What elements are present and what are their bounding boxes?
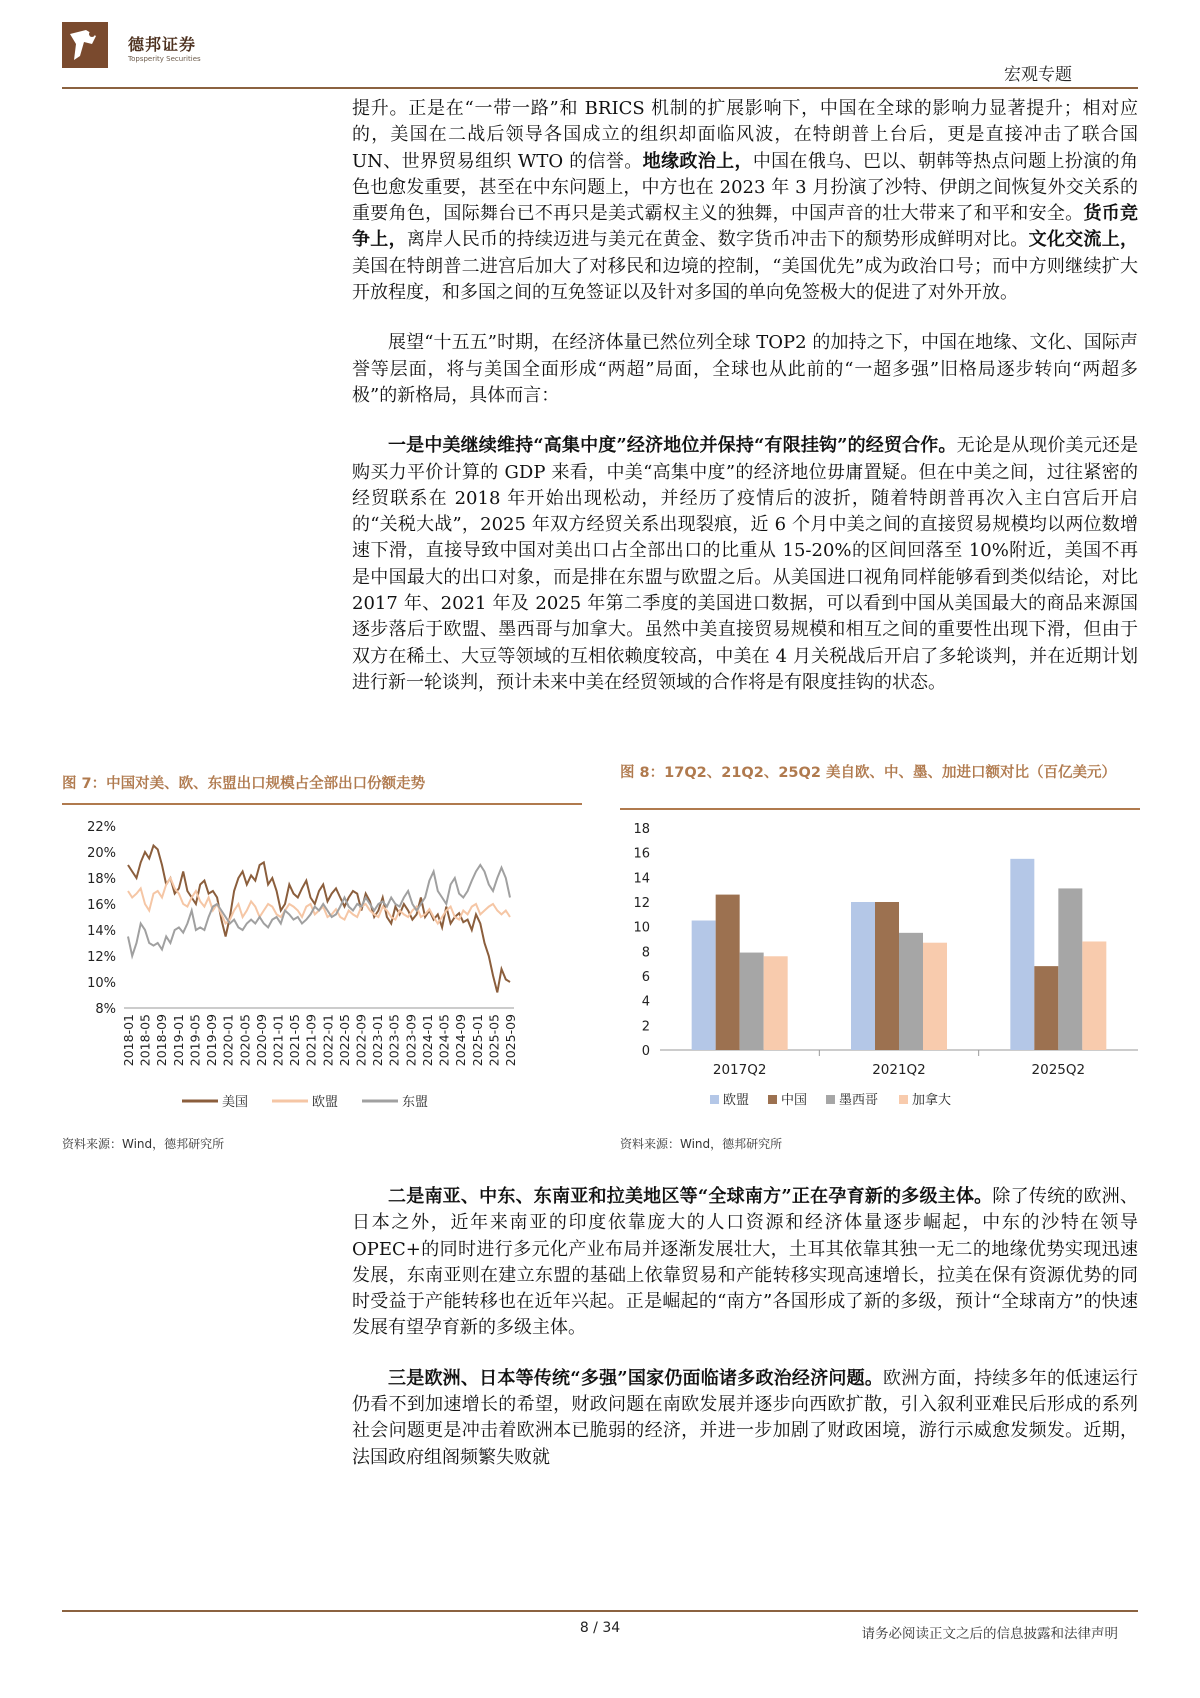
x-tick-label: 2019-01: [170, 1014, 186, 1067]
x-tick-label: 2018-05: [137, 1014, 153, 1067]
p4-text: 除了传统的欧洲、日本之外，近年来南亚的印度依靠庞大的人口资源和经济体量逐步崛起，中东的沙特在领导 OPEC+的同时进行多元化产业布局并逐渐发展壮大，土耳其依靠其独一无二的地缘优势实现迅速发展，东南亚则在建立东盟的基础上依靠贸易和产能转移实现高速增长，拉美在保有资源优势的同时受益于产能转移也在近年兴起。正是崛起的“南方”各国形成了新的多级，预计“全球南方”的快速发展有望孕育新的多级主体。: [352, 1186, 1138, 1339]
x-tick-label: 2023-01: [370, 1014, 386, 1067]
p3-text: 无论是从现价美元还是购买力平价计算的 GDP 来看，中美“高集中度”的经济地位毋庸置疑。但在中美之间，过往紧密的经贸联系在 2018 年开始出现松动，并经历了疫情后的波折，随着特朗普再次入主白宫后开启的“关税大战”，2025 年双方经贸关系出现裂痕，近 6 个月中美之间的直接贸易规模均以两位数增速下滑，直接导致中国对美出口占全部出口的比重从 15-20%的区间回落至 10%附近，美国不再是中国最大的出口对象，而是排在东盟与欧盟之后。从美国进口视角同样能够看到类似结论，对比 2017 年、2021 年及 2025 年第二季度的美国进口数据，可以看到中国从美国最大的商品来源国逐步落后于欧盟、墨西哥与加拿大。虽然中美直接贸易规模和相互之间的重要性出现下滑，但由于双方在稀土、大豆等领域的互相依赖度较高，中美在 4 月关税战后开启了多轮谈判，并在近期计划进行新一轮谈判，预计未来中美在经贸领域的合作将是有限度挂钩的状态。: [352, 435, 1139, 693]
header-divider: [62, 87, 1138, 89]
series-line-0: [128, 846, 510, 993]
fig7-chart: [62, 808, 582, 1128]
p4-lead: 二是南亚、中东、东南亚和拉美地区等“全球南方”正在孕育新的多级主体。: [388, 1186, 993, 1207]
x-tick-label: 2021-01: [270, 1014, 286, 1067]
y-tick-label: 2: [641, 1019, 650, 1035]
x-tick-label: 2022-05: [336, 1014, 352, 1067]
legend-label-1: 中国: [781, 1093, 808, 1108]
fig8-chart: [620, 812, 1140, 1128]
bar-欧盟-2017Q2: [692, 921, 716, 1051]
y-tick-label: 16: [633, 846, 650, 862]
bar-加拿大-2025Q2: [1082, 941, 1106, 1050]
x-tick-label: 2025-05: [486, 1014, 502, 1067]
brand-name-en: Topsperity Securities: [128, 55, 201, 63]
fig8-title: 图 8：17Q2、21Q2、25Q2 美自欧、中、墨、加进口额对比（百亿美元）: [620, 765, 1116, 781]
y-tick-label: 12%: [87, 950, 116, 965]
x-category-label: 2017Q2: [712, 1062, 767, 1078]
fig7-source: 资料来源：Wind，德邦研究所: [62, 1137, 225, 1151]
legend-label-2: 墨西哥: [839, 1093, 879, 1108]
legend-label-0: 欧盟: [723, 1093, 750, 1108]
x-tick-label: 2020-05: [237, 1014, 253, 1067]
y-tick-label: 16%: [87, 898, 116, 913]
y-tick-label: 6: [641, 970, 650, 985]
p3-lead: 一是中美继续维持“高集中度”经济地位并保持“有限挂钩”的经贸合作。: [388, 435, 957, 457]
x-tick-label: 2025-01: [469, 1014, 485, 1067]
p1-seg-1: 地缘政治上，: [642, 150, 753, 172]
y-tick-label: 12: [633, 896, 650, 911]
legend-label-3: 加拿大: [912, 1093, 952, 1108]
footer-note: 请务必阅读正文之后的信息披露和法律声明: [861, 1626, 1118, 1642]
body-text-bottom: [352, 1184, 1138, 1471]
p1-seg-0: 提升。正是在“一带一路”和 BRICS 机制的扩展影响下，中国在全球的影响力显著提升；相对应的，美国在二战后领导各国成立的组织却面临风波，在特朗普上台后，更是直接冲击了联合国 UN、世界贸易组织 WTO 的信誉。: [352, 98, 1138, 172]
page-number: 8 / 34: [579, 1620, 621, 1636]
p1-seg-6: 美国在特朗普二进宫后加大了对移民和边境的控制，“美国优先”成为政治口号；而中方则继续扩大开放程度，和多国之间的互免签证以及针对多国的单向免签极大的促进了对外开放。: [352, 255, 1138, 304]
x-tick-label: 2023-09: [403, 1014, 419, 1067]
p1-seg-5: 文化交流上，: [1028, 229, 1139, 251]
x-category-label: 2025Q2: [1031, 1062, 1086, 1078]
x-tick-label: 2018-01: [121, 1014, 136, 1067]
y-tick-label: 18%: [87, 872, 116, 887]
legend-label-1: 欧盟: [312, 1095, 339, 1110]
bar-欧盟-2021Q2: [851, 902, 875, 1050]
bar-中国-2021Q2: [875, 902, 899, 1050]
bar-欧盟-2025Q2: [1010, 859, 1034, 1050]
y-tick-label: 8%: [95, 1002, 116, 1017]
p5-text: 欧洲方面，持续多年的低速运行仍看不到加速增长的希望，财政问题在南欧发展并逐步向西欧扩散，引入叙利亚难民后形成的系列社会问题更是冲击着欧洲本已脆弱的经济，并进一步加剧了财政困境，游行示威愈发频发。近期，法国政府组阁频繁失败就: [352, 1367, 1138, 1468]
paragraph-1: [352, 96, 1138, 306]
bar-墨西哥-2025Q2: [1058, 888, 1082, 1050]
p1-seg-2: 中国在俄乌、巴以、朝韩等热点问题上扮演的角色也愈发重要，甚至在中东问题上，中方也在 2023 年 3 月扮演了沙特、伊朗之间恢复外交关系的重要角色，国际舞台已不再只是美式霸权主义的独舞，中国声音的壮大带来了和平和安全。: [352, 150, 1138, 225]
legend-swatch-0: [710, 1095, 719, 1104]
p5-lead: 三是欧洲、日本等传统“多强”国家仍面临诸多政治经济问题。: [388, 1367, 884, 1389]
fig8-source: 资料来源：Wind，德邦研究所: [620, 1137, 783, 1151]
bar-加拿大-2021Q2: [923, 943, 947, 1050]
legend-swatch-2: [826, 1095, 835, 1104]
y-tick-label: 20%: [87, 846, 116, 861]
x-tick-label: 2021-05: [287, 1014, 303, 1067]
fig7-rule: [62, 803, 582, 805]
paragraph-2: 展望“十五五”时期，在经济体量已然位列全球 TOP2 的加持之下，中国在地缘、文化、国际声誉等层面，将与美国全面形成“两超”局面，全球也从此前的“一超多强”旧格局逐步转向“两超多极”的新格局，具体而言：: [352, 332, 1138, 406]
y-tick-label: 8: [641, 945, 650, 961]
x-tick-label: 2020-01: [220, 1014, 236, 1067]
section-label: 宏观专题: [1004, 65, 1072, 85]
x-tick-label: 2022-01: [320, 1014, 336, 1067]
y-tick-label: 4: [641, 994, 650, 1010]
y-tick-label: 10: [633, 920, 650, 936]
legend-label-0: 美国: [222, 1095, 249, 1110]
p1-seg-3: 货币竞争上，: [352, 203, 1139, 251]
fig8-rule: [620, 808, 1140, 810]
x-tick-label: 2023-05: [386, 1014, 402, 1067]
footer-divider: [62, 1610, 1138, 1612]
y-tick-label: 0: [641, 1044, 650, 1059]
x-tick-label: 2024-09: [453, 1014, 469, 1067]
p1-seg-4: 离岸人民币的持续迈进与美元在黄金、数字货币冲击下的颓势形成鲜明对比。: [406, 229, 1029, 251]
x-tick-label: 2021-09: [303, 1014, 319, 1067]
y-tick-label: 14%: [87, 924, 116, 939]
brand-name: 德邦证券: [128, 35, 197, 54]
paragraph-5: [352, 1366, 1138, 1471]
company-logo: [62, 22, 108, 68]
legend-label-2: 东盟: [402, 1095, 429, 1110]
legend-swatch-3: [899, 1095, 908, 1104]
y-tick-label: 14: [633, 871, 650, 887]
x-tick-label: 2020-09: [253, 1014, 269, 1067]
body-text-top: [352, 96, 1138, 696]
bar-墨西哥-2021Q2: [899, 933, 923, 1050]
x-tick-label: 2025-09: [503, 1014, 518, 1067]
bar-中国-2017Q2: [716, 895, 740, 1050]
bar-中国-2025Q2: [1034, 966, 1058, 1050]
y-tick-label: 18: [633, 822, 650, 837]
y-tick-label: 10%: [87, 976, 116, 991]
x-tick-label: 2019-09: [204, 1014, 220, 1067]
bar-墨西哥-2017Q2: [740, 953, 764, 1050]
y-tick-label: 22%: [87, 820, 116, 835]
paragraph-3: [352, 433, 1138, 696]
x-tick-label: 2018-09: [154, 1014, 170, 1067]
x-tick-label: 2024-01: [419, 1014, 435, 1067]
x-tick-label: 2019-05: [187, 1014, 203, 1067]
bar-加拿大-2017Q2: [764, 956, 788, 1050]
paragraph-4: [352, 1184, 1138, 1342]
x-tick-label: 2022-09: [353, 1014, 369, 1067]
fig7-title: 图 7：中国对美、欧、东盟出口规模占全部出口份额走势: [62, 776, 426, 792]
x-tick-label: 2024-05: [436, 1014, 452, 1067]
legend-swatch-1: [768, 1095, 777, 1104]
x-category-label: 2021Q2: [872, 1062, 926, 1078]
